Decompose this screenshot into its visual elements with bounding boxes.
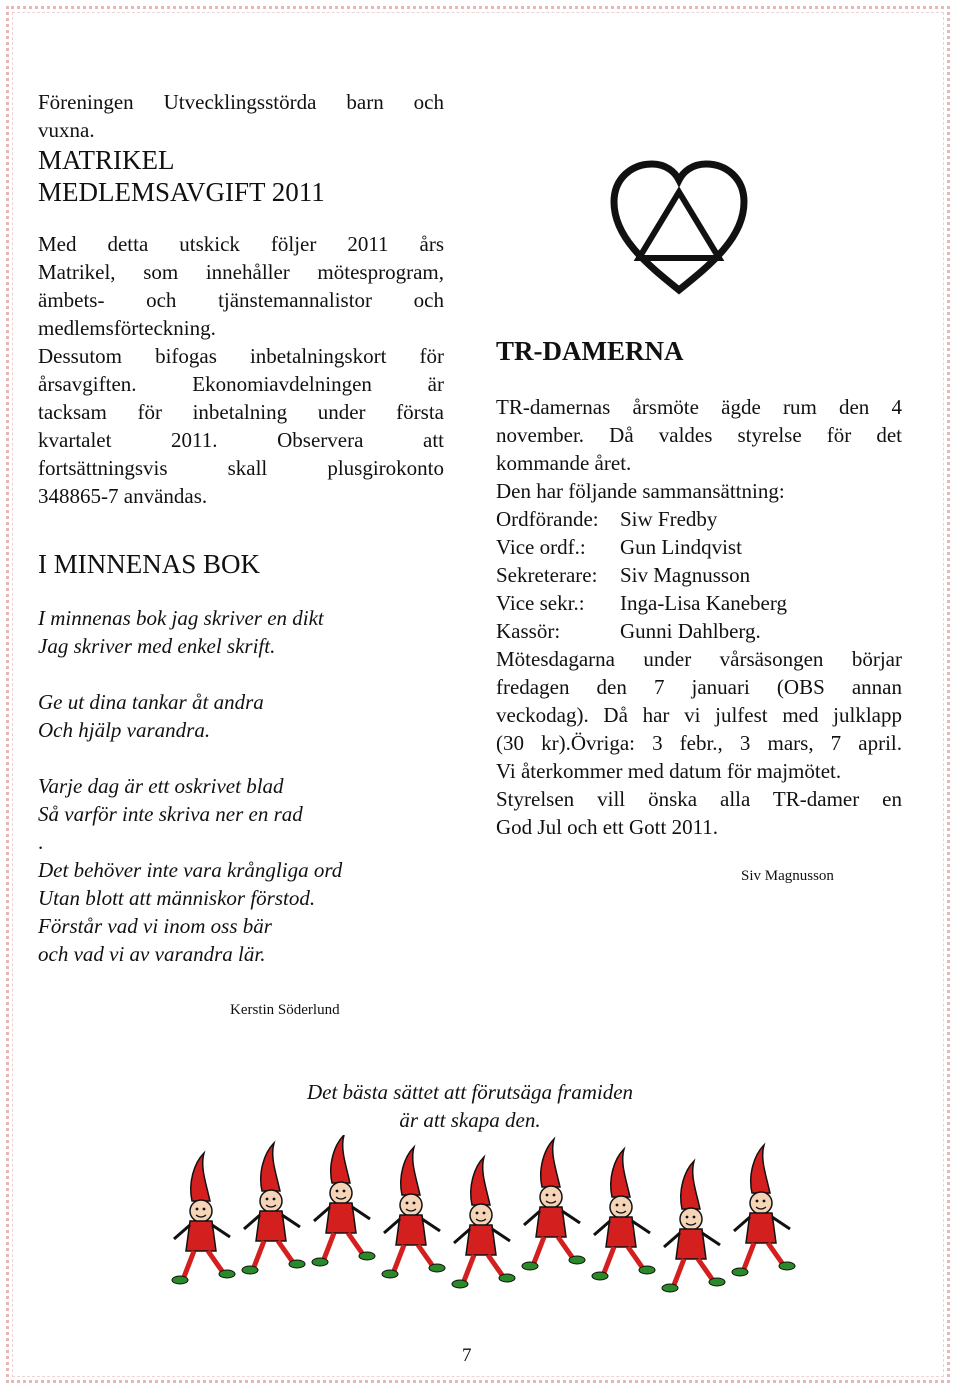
body-line: Mötesdagarna under vårsäsongen börjar <box>496 647 902 671</box>
board-member-row <box>496 505 902 533</box>
matrikel-title <box>38 144 444 208</box>
elf-figure <box>522 1139 585 1270</box>
tr-damerna-signature: Siv Magnusson <box>741 868 834 884</box>
elf-figure <box>662 1161 725 1292</box>
poem-line: och vad vi av varandra lär. <box>38 942 266 966</box>
board-name: Siw Fredby <box>620 507 718 531</box>
board-role: Ordförande: <box>496 507 599 531</box>
body-line: Styrelsen vill önska alla TR-damer en <box>496 787 902 811</box>
board-member-row <box>496 589 902 617</box>
org-line-2: vuxna. <box>38 118 95 142</box>
right-column <box>496 335 902 841</box>
para-line: fortsättningsvis skall plusgirokonto <box>38 456 444 480</box>
title-line-1: MATRIKEL <box>38 145 175 175</box>
poem-stanza <box>38 688 444 744</box>
elf-figure <box>312 1135 375 1266</box>
poem-line: Det behöver inte vara krångliga ord <box>38 858 343 882</box>
body-line: Den har följande sammansättning: <box>496 479 785 503</box>
poem-signature: Kerstin Söderlund <box>230 1002 340 1018</box>
poem-line: I minnenas bok jag skriver en dikt <box>38 606 324 630</box>
board-role: Vice ordf.: <box>496 535 586 559</box>
board-name: Siv Magnusson <box>620 563 751 587</box>
body-line: fredagen den 7 januari (OBS annan <box>496 675 902 699</box>
board-member-row <box>496 617 902 645</box>
elf-figure <box>382 1147 445 1278</box>
elf-figure <box>592 1149 655 1280</box>
poem-line: . <box>38 830 44 854</box>
poem-line: Och hjälp varandra. <box>38 718 211 742</box>
body-line: TR-damernas årsmöte ägde rum den 4 <box>496 395 902 419</box>
para-line: 348865-7 användas. <box>38 484 208 508</box>
poem-stanza <box>38 856 444 968</box>
body-line: kommande året. <box>496 451 632 475</box>
body-line: God Jul och ett Gott 2011. <box>496 815 719 839</box>
body-line: november. Då valdes styrelse för det <box>496 423 902 447</box>
body-line: (30 kr).Övriga: 3 febr., 3 mars, 7 april. <box>496 731 902 755</box>
para-line: Med detta utskick följer 2011 års <box>38 232 444 256</box>
elf-figure <box>242 1143 305 1274</box>
tr-damerna-heading: TR-DAMERNA <box>496 336 684 366</box>
poem-line: Varje dag är ett oskrivet blad <box>38 774 284 798</box>
poem-line: Ge ut dina tankar åt andra <box>38 690 264 714</box>
title-line-2: MEDLEMSAVGIFT 2011 <box>38 177 325 207</box>
para-line: Matrikel, som innehåller mötesprogram, <box>38 260 444 284</box>
quote-line-1: Det bästa sättet att förutsäga framiden <box>306 1080 634 1104</box>
heart-triangle-logo <box>608 160 750 295</box>
board-member-row <box>496 561 902 589</box>
board-role: Sekreterare: <box>496 563 598 587</box>
membership-paragraph <box>38 230 444 510</box>
para-line: årsavgiften. Ekonomiavdelningen är <box>38 372 444 396</box>
poem <box>38 604 444 968</box>
elf-figure <box>172 1153 235 1284</box>
body-line: veckodag). Då har vi julfest med julklapp <box>496 703 902 727</box>
board-name: Inga-Lisa Kaneberg <box>620 591 787 615</box>
board-role: Vice sekr.: <box>496 591 585 615</box>
para-line: tacksam för inbetalning under första <box>38 400 444 424</box>
poem-heading: I MINNENAS BOK <box>38 549 260 579</box>
board-role: Kassör: <box>496 619 561 643</box>
poem-line: Jag skriver med enkel skrift. <box>38 634 276 658</box>
closing-quote <box>0 1078 940 1134</box>
board-name: Gunni Dahlberg. <box>620 619 761 643</box>
elf-figure <box>732 1145 795 1276</box>
poem-stanza <box>38 772 444 856</box>
body-line: Vi återkommer med datum för majmötet. <box>496 759 842 783</box>
board-member-row <box>496 533 902 561</box>
elf-figure <box>452 1157 515 1288</box>
organization-line <box>38 88 444 144</box>
dancing-elves-illustration <box>160 1135 800 1295</box>
tr-damerna-body <box>496 393 902 841</box>
para-line: medlemsförteckning. <box>38 316 216 340</box>
quote-line-2: är att skapa den. <box>399 1108 541 1132</box>
para-line: kvartalet 2011. Observera att <box>38 428 444 452</box>
para-line: ämbets- och tjänstemannalistor och <box>38 288 444 312</box>
para-line: Dessutom bifogas inbetalningskort för <box>38 344 444 368</box>
org-line-1: Föreningen Utvecklingsstörda barn och <box>38 90 444 114</box>
left-column <box>38 88 444 968</box>
page-number: 7 <box>462 1345 472 1366</box>
poem-stanza <box>38 604 444 660</box>
poem-line: Utan blott att människor förstod. <box>38 886 316 910</box>
poem-line: Så varför inte skriva ner en rad <box>38 802 303 826</box>
board-name: Gun Lindqvist <box>620 535 742 559</box>
poem-line: Förstår vad vi inom oss bär <box>38 914 272 938</box>
